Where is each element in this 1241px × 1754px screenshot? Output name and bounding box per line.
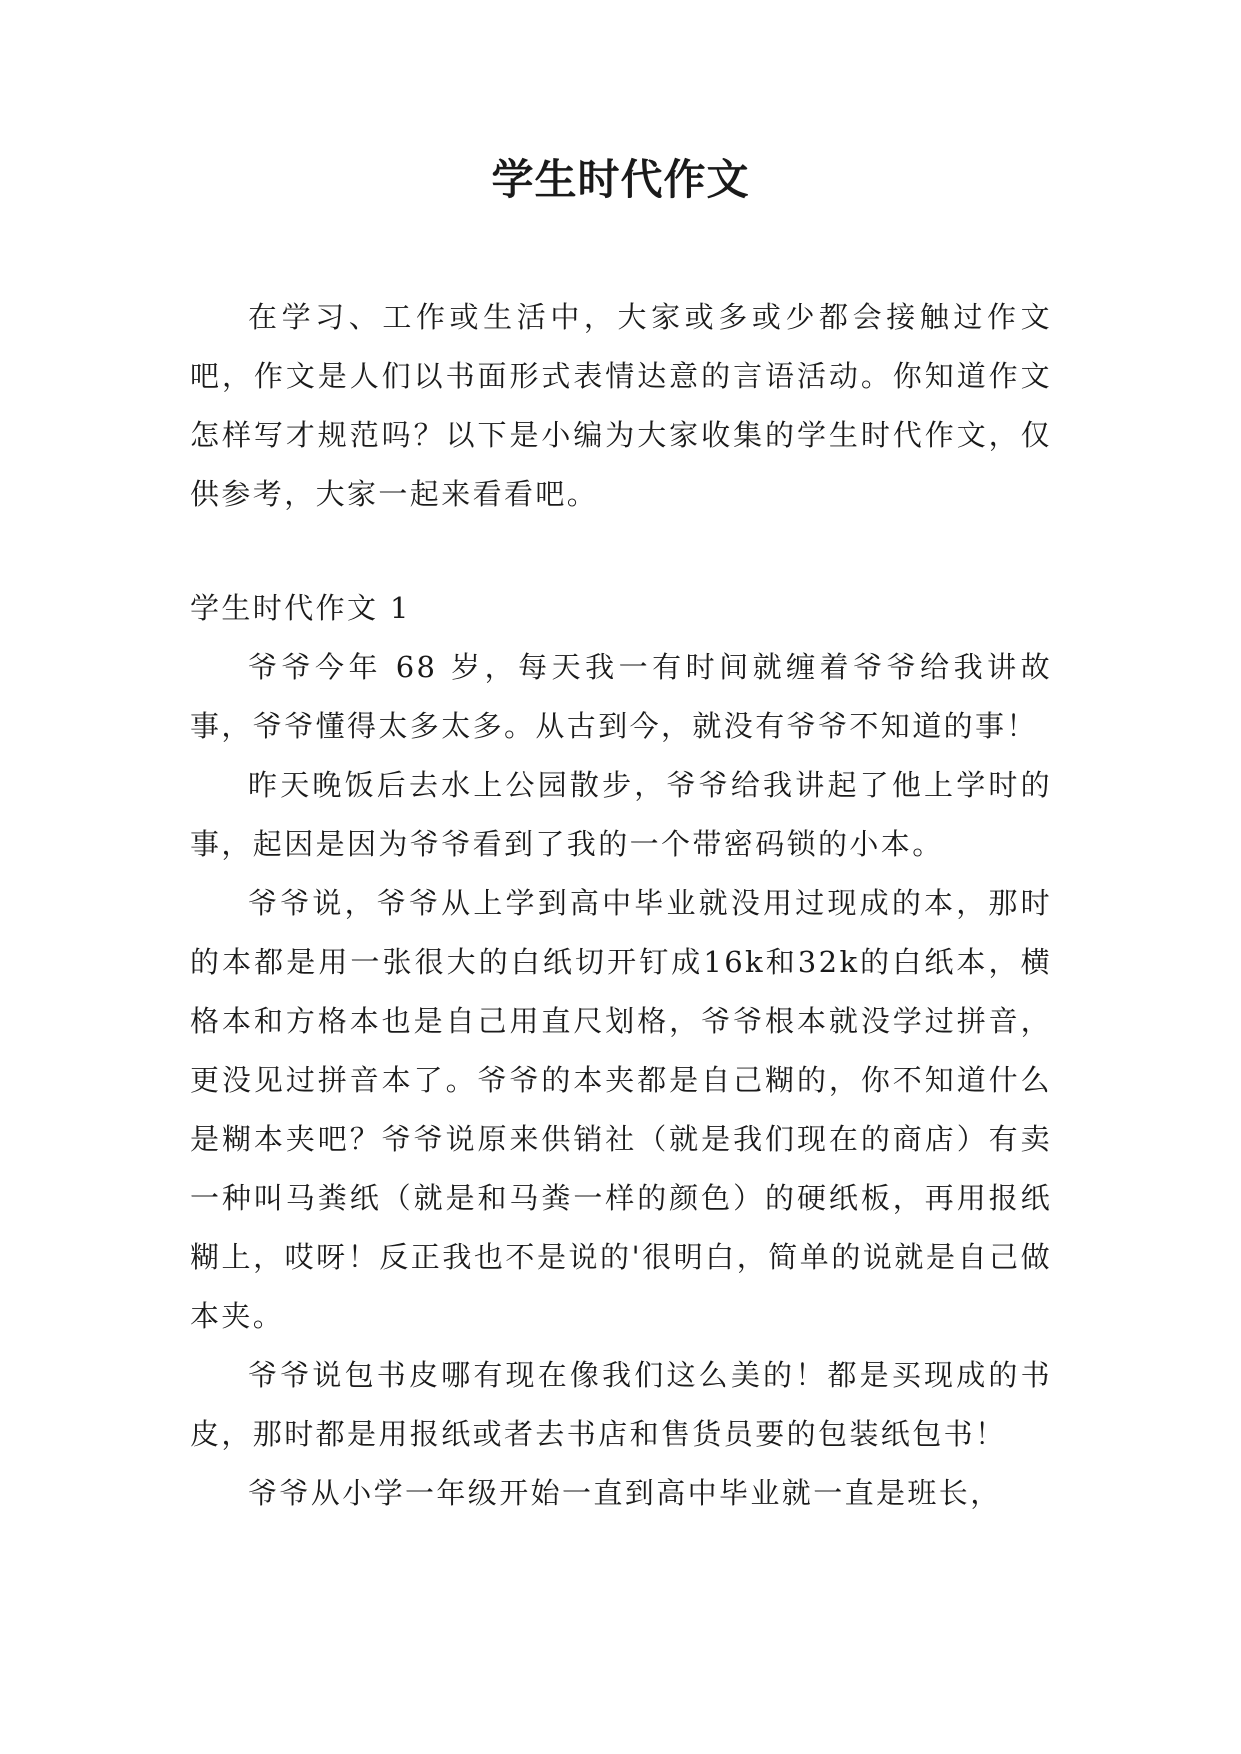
body-paragraph-3: 爷爷说，爷爷从上学到高中毕业就没用过现成的本，那时的本都是用一张很大的白纸切开钉成16k和32k的白纸本，横格本和方格本也是自己用直尺划格，爷爷根本就没学过拼音，更没见过拼音本了。爷爷的本夹都是自己糊的，你不知道什么是糊本夹吧？爷爷说原来供销社（就是我们现在的商店）有卖一种叫马粪纸（就是和马粪一样的颜色）的硬纸板，再用报纸糊上，哎呀！反正我也不是说的'很明白，简单的说就是自己做本夹。 xyxy=(190,886,1052,1333)
document-body xyxy=(190,288,1052,1523)
section-heading: 学生时代作文 1 xyxy=(190,591,411,625)
page-title: 学生时代作文 xyxy=(491,155,750,204)
body-paragraph-5: 爷爷从小学一年级开始一直到高中毕业就一直是班长， xyxy=(248,1476,1002,1510)
body-paragraph-1: 爷爷今年 68 岁，每天我一有时间就缠着爷爷给我讲故事，爷爷懂得太多太多。从古到今，就没有爷爷不知道的事！ xyxy=(190,650,1052,743)
body-paragraph-4: 爷爷说包书皮哪有现在像我们这么美的！都是买现成的书皮，那时都是用报纸或者去书店和售货员要的包装纸包书！ xyxy=(190,1358,1052,1451)
intro-paragraph: 在学习、工作或生活中，大家或多或少都会接触过作文吧，作文是人们以书面形式表情达意的言语活动。你知道作文怎样写才规范吗？以下是小编为大家收集的学生时代作文，仅供参考，大家一起来看看吧。 xyxy=(190,300,1052,511)
body-paragraph-2: 昨天晚饭后去水上公园散步，爷爷给我讲起了他上学时的事，起因是因为爷爷看到了我的一个带密码锁的小本。 xyxy=(190,768,1052,861)
